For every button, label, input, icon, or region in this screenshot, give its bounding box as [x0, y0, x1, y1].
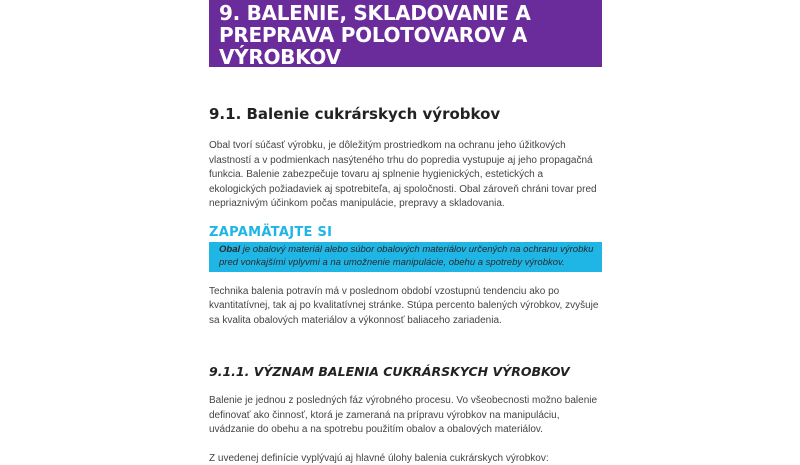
subsection-title: 9.1.1. VÝZNAM BALENIA CUKRÁRSKYCH VÝROBKOV — [209, 364, 570, 379]
remember-box — [209, 242, 602, 272]
section-title: 9.1. Balenie cukrárskych výrobkov — [209, 105, 501, 123]
document-content — [209, 0, 602, 465]
remember-term: Obal — [219, 243, 241, 255]
paragraph: Z uvedenej definície vyplývajú aj hlavné úlohy balenia cukrárskych výrobkov: — [209, 452, 549, 464]
remember-title: ZAPAMÄTAJTE SI — [209, 224, 333, 240]
paragraph: Balenie je jednou z posledných fáz výrobného procesu. Vo všeobecnosti možno balenie definovať ako činnosť, ktorá je zameraná na prípravu výrobkov na manipuláciu, uvádzanie do obehu a na spotrebu použitím obalov a obalových materiálov. — [209, 395, 598, 435]
paragraph: Technika balenia potravín má v poslednom období vzostupnú tendenciu ako po kvantitatívnej, tak aj po kvalitatívnej stránke. Stúpa percento balených výrobkov, zvyšuje sa kvalita obalových materiálov a výkonnosť baliaceho zariadenia. — [209, 285, 599, 326]
paragraph: Obal tvorí súčasť výrobku, je dôležitým prostriedkom na ochranu jeho úžitkových vlastností a v podmienkach nasýteného trhu do popredia vystupuje aj jeho propagačná funkcia. Balenie zabezpečuje tovaru aj splnenie hygienických, estetických a ekologických požiadaviek aj spotrebiteľa, aj spoločnosti. Obal zároveň chráni tovar pred nepriaznivým účinkom počas manipulácie, prepravy a skladovania. — [209, 140, 597, 209]
chapter-title: 9. BALENIE, SKLADOVANIE A PREPRAVA POLOTOVAROV A VÝROBKOV — [209, 0, 602, 67]
remember-definition: je obalový materiál alebo súbor obalových materiálov určených na ochranu výrobku pred vonkajšími vplyvmi a na umožnenie manipulácie, obehu a spotreby výrobkov. — [219, 243, 594, 268]
